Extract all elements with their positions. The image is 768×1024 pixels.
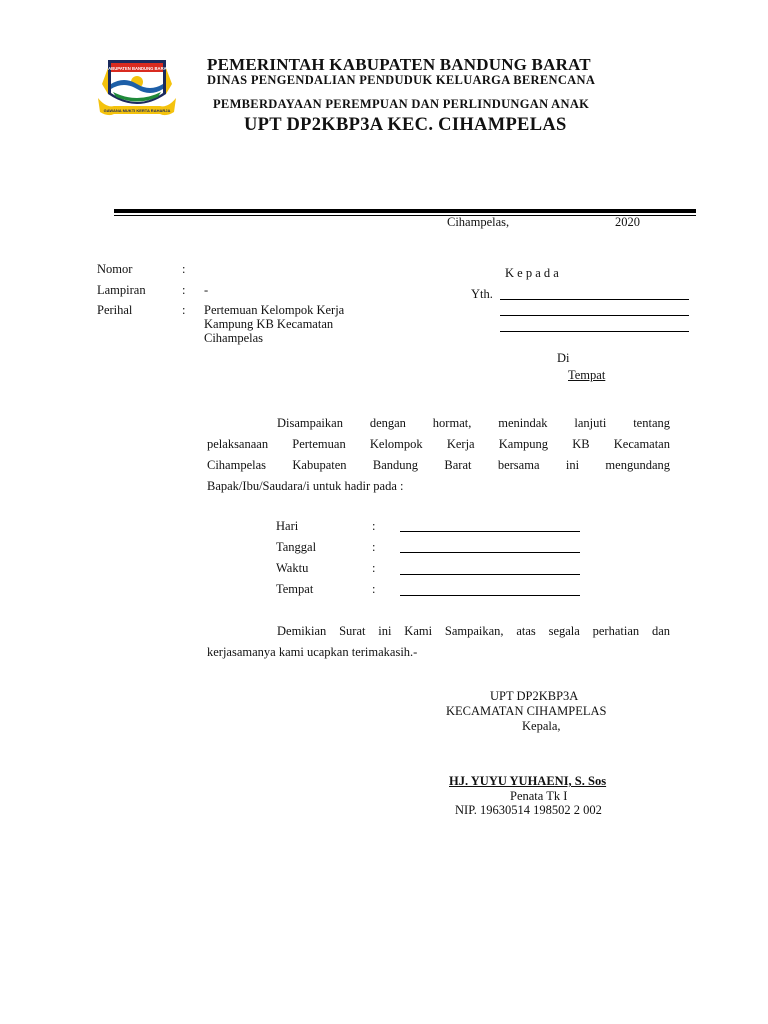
- schedule-colon: :: [372, 519, 376, 533]
- schedule-label: Tempat: [276, 582, 314, 596]
- recipient-line: [500, 331, 689, 332]
- schedule-fill-line: [400, 552, 580, 553]
- schedule-fill-line: [400, 595, 580, 596]
- lampiran-colon: :: [182, 283, 186, 297]
- signatory-name: HJ. YUYU YUHAENI, S. Sos: [449, 774, 607, 788]
- nomor-label: Nomor: [97, 262, 133, 276]
- schedule-fill-line: [400, 531, 580, 532]
- letter-place: Cihampelas,: [447, 215, 510, 229]
- header-division: PEMBERDAYAAN PEREMPUAN DAN PERLINDUNGAN ANAK: [213, 97, 590, 111]
- perihal-line: Pertemuan Kelompok Kerja: [204, 303, 345, 317]
- schedule-label: Hari: [276, 519, 299, 533]
- yth-label: Yth.: [471, 287, 493, 301]
- schedule-label: Tanggal: [276, 540, 317, 554]
- recipient-line: [500, 299, 689, 300]
- header-rule: [114, 209, 696, 213]
- schedule-fill-line: [400, 574, 580, 575]
- logo-top-text: KABUPATEN BANDUNG BARAT: [105, 66, 169, 71]
- recipient-line: [500, 315, 689, 316]
- signature-role: Kepala,: [522, 719, 561, 733]
- nomor-colon: :: [182, 262, 186, 276]
- signatory-rank: Penata Tk I: [510, 789, 568, 803]
- header-unit: UPT DP2KBP3A KEC. CIHAMPELAS: [244, 115, 567, 135]
- header-government: PEMERINTAH KABUPATEN BANDUNG BARAT: [207, 55, 591, 74]
- schedule-colon: :: [372, 561, 376, 575]
- closing-line: kerjasamanya kami ucapkan terimakasih.-: [207, 645, 418, 659]
- di-label: Di: [557, 351, 570, 365]
- perihal-colon: :: [182, 303, 186, 317]
- schedule-colon: :: [372, 540, 376, 554]
- perihal-line: Cihampelas: [204, 331, 264, 345]
- paragraph-line: Disampaikan dengan hormat, menindak lanjuti tentang: [277, 416, 670, 430]
- schedule-colon: :: [372, 582, 376, 596]
- tempat-recipient: Tempat: [568, 368, 606, 382]
- signature-org-district: KECAMATAN CIHAMPELAS: [446, 704, 607, 718]
- kepada-label: K e p a d a: [505, 266, 559, 280]
- perihal-line: Kampung KB Kecamatan: [204, 317, 334, 331]
- lampiran-value: -: [204, 283, 209, 297]
- regency-logo: [96, 54, 178, 120]
- logo-motto-text: GAWANA MUKTI KERTA RAHARJA: [103, 108, 171, 113]
- perihal-label: Perihal: [97, 303, 133, 317]
- closing-line: Demikian Surat ini Kami Sampaikan, atas segala perhatian dan: [277, 624, 670, 638]
- paragraph-line: pelaksanaan Pertemuan Kelompok Kerja Kampung KB Kecamatan: [207, 437, 670, 451]
- header-rule-thin: [114, 215, 696, 216]
- paragraph-line: Cihampelas Kabupaten Bandung Barat bersama ini mengundang: [207, 458, 670, 472]
- letter-year: 2020: [615, 215, 640, 229]
- paragraph-line: Bapak/Ibu/Saudara/i untuk hadir pada :: [207, 479, 404, 493]
- schedule-label: Waktu: [276, 561, 309, 575]
- header-agency: DINAS PENGENDALIAN PENDUDUK KELUARGA BERENCANA: [207, 73, 596, 87]
- lampiran-label: Lampiran: [97, 283, 146, 297]
- signatory-nip: NIP. 19630514 198502 2 002: [455, 803, 602, 817]
- signature-org: UPT DP2KBP3A: [490, 689, 579, 703]
